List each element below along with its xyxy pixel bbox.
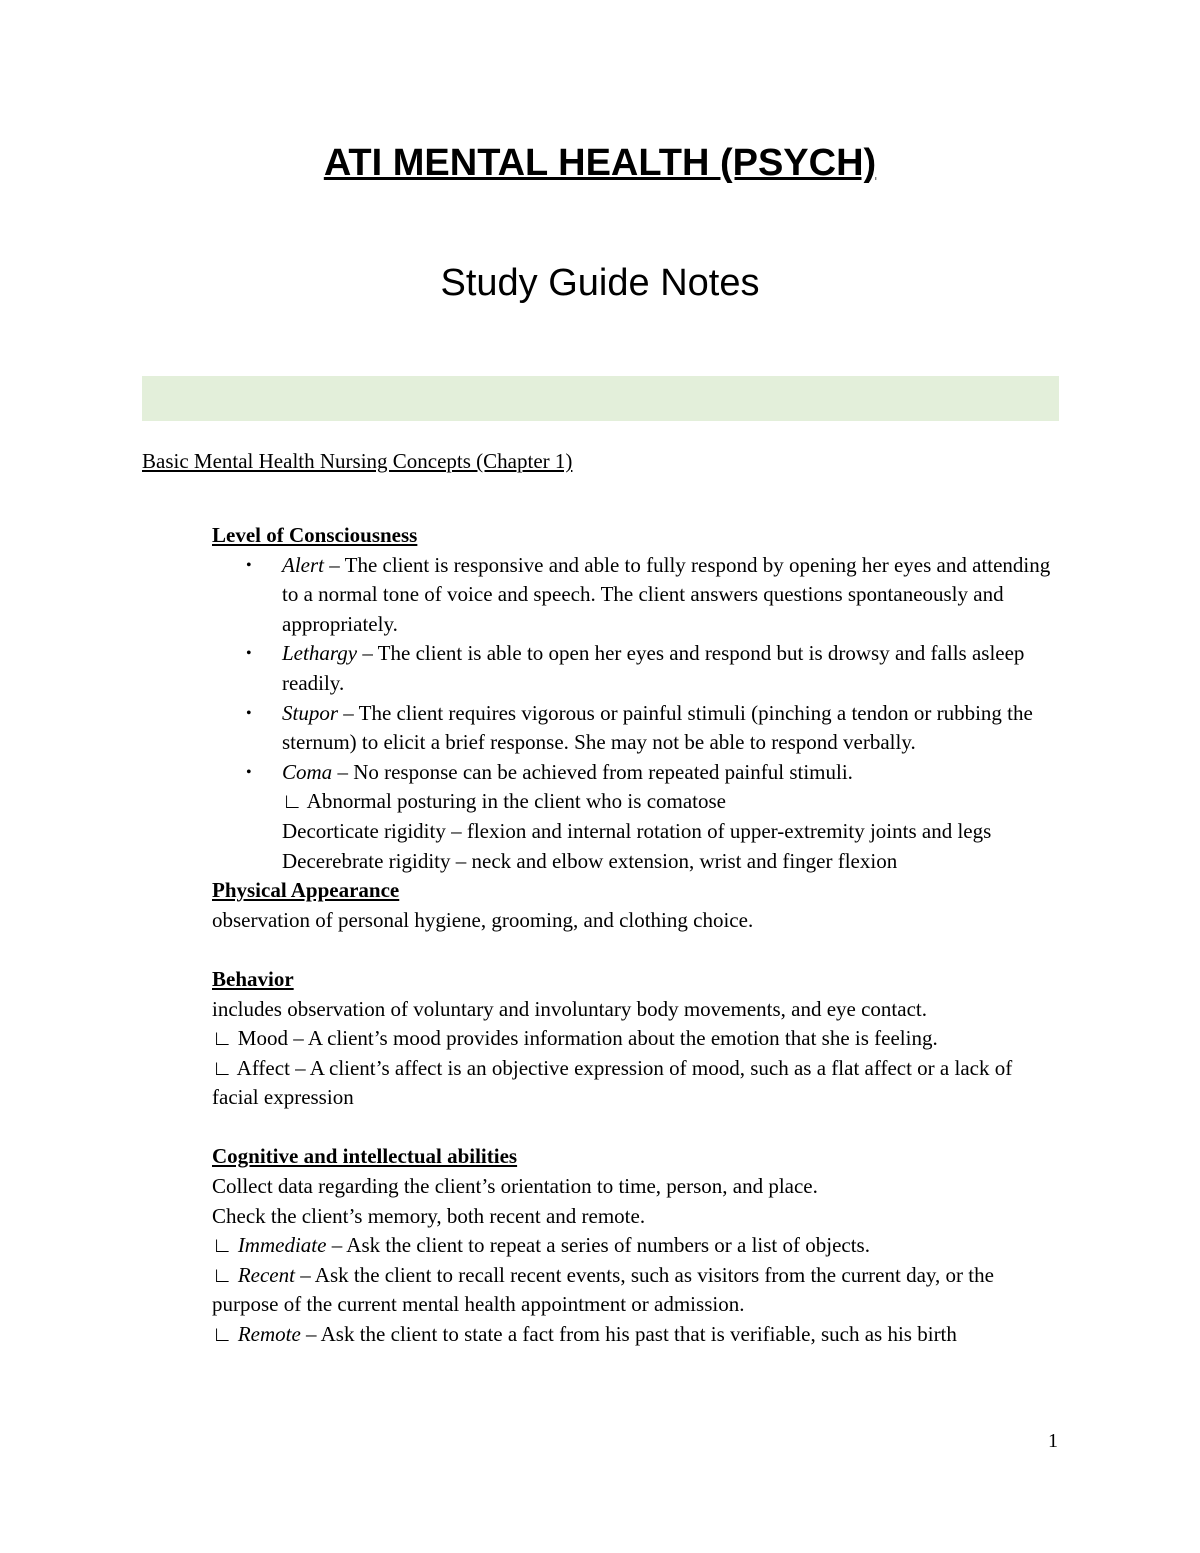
bullet-icon: • bbox=[246, 556, 252, 574]
memory-item-remote: ∟ Remote – Ask the client to state a fact from his past that is verifiable, such as his birth bbox=[212, 1322, 957, 1347]
mood-note: ∟ Mood – A client’s mood provides information about the emotion that she is feeling. bbox=[212, 1026, 938, 1051]
stupor-description: – The client requires vigorous or painful stimuli (pinching a tendon or rubbing the sternum) to elicit a brief response. She may not be able to respond verbally. bbox=[282, 700, 1033, 755]
document-title: ATI MENTAL HEALTH (PSYCH) bbox=[323, 142, 877, 184]
bullet-icon: • bbox=[246, 704, 252, 722]
page-number: 1 bbox=[1048, 1430, 1058, 1452]
consciousness-list bbox=[212, 551, 1062, 788]
term-lethargy: Lethargy bbox=[282, 641, 358, 666]
chapter-heading: Basic Mental Health Nursing Concepts (Chapter 1) bbox=[142, 449, 573, 473]
term-stupor: Stupor bbox=[282, 700, 339, 725]
decorticate-note: Decorticate rigidity – flexion and internal rotation of upper-extremity joints and legs bbox=[282, 818, 992, 843]
memory-item-recent: ∟ Recent – Ask the client to recall recent events, such as visitors from the current day, or the purpose of the current mental health appointment or admission. bbox=[212, 1262, 994, 1317]
bullet-icon: • bbox=[246, 645, 252, 663]
decerebrate-note: Decerebrate rigidity – neck and elbow extension, wrist and finger flexion bbox=[282, 848, 898, 873]
term-remote: Remote bbox=[237, 1322, 301, 1347]
list-item bbox=[246, 699, 1062, 758]
cognitive-heading: Cognitive and intellectual abilities bbox=[212, 1144, 518, 1169]
behavior-text: includes observation of voluntary and involuntary body movements, and eye contact. bbox=[212, 996, 927, 1021]
bullet-icon: • bbox=[246, 763, 252, 781]
notes-content bbox=[212, 521, 1062, 1350]
highlight-band bbox=[142, 376, 1059, 421]
list-item bbox=[246, 551, 1062, 640]
term-recent: Recent bbox=[237, 1262, 295, 1287]
posturing-note: ∟ Abnormal posturing in the client who is comatose bbox=[282, 789, 726, 814]
term-immediate: Immediate bbox=[237, 1233, 327, 1258]
affect-note: ∟ Affect – A client’s affect is an objective expression of mood, such as a flat affect or a lack of facial expression bbox=[212, 1055, 1013, 1110]
alert-description: – The client is responsive and able to fully respond by opening her eyes and attending to a normal tone of voice and speech. The client answers questions spontaneously and appropriately. bbox=[282, 552, 1051, 636]
memory-text: Check the client’s memory, both recent and remote. bbox=[212, 1203, 646, 1228]
consciousness-heading: Level of Consciousness bbox=[212, 523, 418, 547]
list-item bbox=[246, 639, 1062, 698]
physical-appearance-heading: Physical Appearance bbox=[212, 878, 400, 903]
term-alert: Alert bbox=[282, 552, 324, 577]
term-coma: Coma bbox=[282, 759, 333, 784]
coma-description: – No response can be achieved from repeated painful stimuli. bbox=[332, 759, 853, 784]
list-item bbox=[246, 758, 1062, 788]
physical-appearance-text: observation of personal hygiene, grooming, and clothing choice. bbox=[212, 907, 754, 932]
behavior-heading: Behavior bbox=[212, 966, 294, 991]
document-subtitle: Study Guide Notes bbox=[440, 262, 760, 304]
lethargy-description: – The client is able to open her eyes and respond but is drowsy and falls asleep readily. bbox=[282, 641, 1025, 695]
memory-item-immediate: ∟ Immediate – Ask the client to repeat a series of numbers or a list of objects. bbox=[212, 1233, 870, 1258]
cognitive-text: Collect data regarding the client’s orientation to time, person, and place. bbox=[212, 1174, 818, 1199]
